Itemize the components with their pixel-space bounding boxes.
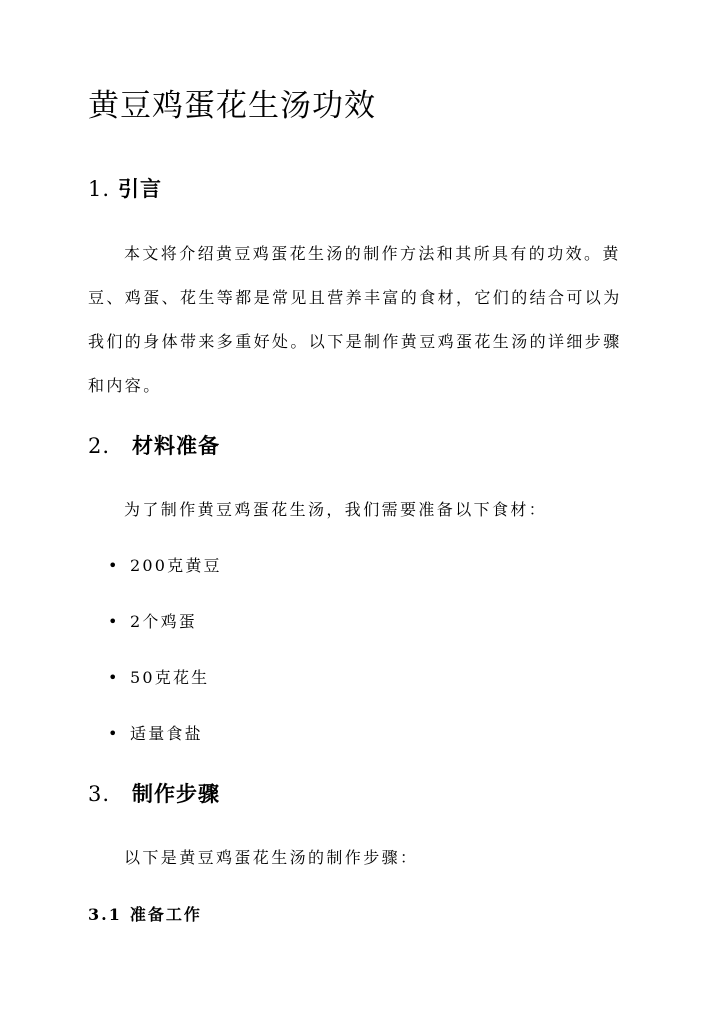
subsection-number: 3.1 — [88, 905, 122, 924]
list-item: 200克黄豆 — [130, 556, 222, 575]
paragraph-line: 豆、鸡蛋、花生等都是常见且营养丰富的食材，它们的结合可以为 — [88, 288, 622, 307]
bullet-icon: • — [108, 612, 118, 631]
document-title: 黄豆鸡蛋花生汤功效 — [88, 88, 376, 124]
paragraph-line: 本文将介绍黄豆鸡蛋花生汤的制作方法和其所具有的功效。黄 — [124, 244, 621, 263]
section-heading-materials — [88, 431, 220, 461]
section-title: 制作步骤 — [132, 781, 221, 806]
paragraph-line: 和内容。 — [88, 376, 162, 395]
section-heading-steps — [88, 779, 220, 809]
section-heading-introduction — [88, 174, 162, 204]
section-title: 引言 — [118, 176, 163, 201]
section-intro: 以下是黄豆鸡蛋花生汤的制作步骤： — [124, 848, 419, 867]
list-item: 适量食盐 — [130, 724, 203, 743]
list-item: 50克花生 — [130, 668, 210, 687]
section-intro: 为了制作黄豆鸡蛋花生汤，我们需要准备以下食材： — [124, 500, 548, 519]
subsection-title: 准备工作 — [129, 905, 202, 924]
section-number: 2. — [88, 434, 111, 458]
subsection-heading-preparation — [88, 903, 202, 927]
section-number: 1. — [88, 177, 111, 201]
section-title: 材料准备 — [132, 433, 221, 458]
section-number: 3. — [88, 782, 111, 806]
paragraph-line: 我们的身体带来多重好处。以下是制作黄豆鸡蛋花生汤的详细步骤 — [88, 332, 622, 351]
bullet-icon: • — [108, 724, 118, 743]
list-item: 2个鸡蛋 — [130, 612, 197, 631]
bullet-icon: • — [108, 668, 118, 687]
bullet-icon: • — [108, 556, 118, 575]
